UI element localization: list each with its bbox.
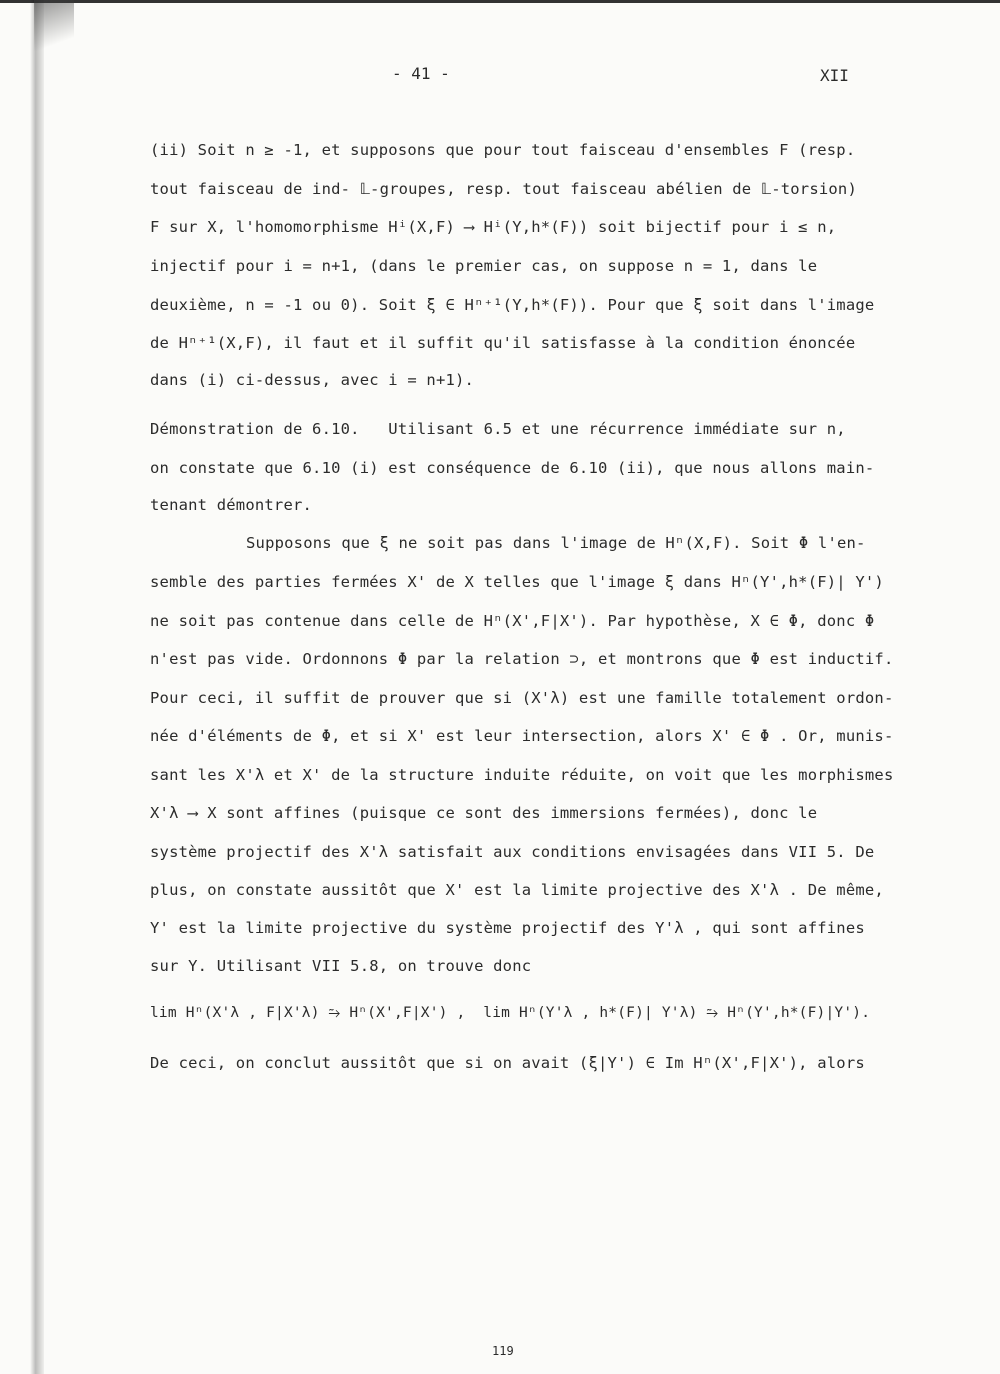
text-line: ne soit pas contenue dans celle de Hⁿ(X',F|X'). Par hypothèse, X ∈ Φ, donc Φ <box>150 612 875 630</box>
text-line: tenant démontrer. <box>150 496 313 514</box>
text-line: on constate que 6.10 (i) est conséquence de 6.10 (ii), que nous allons main- <box>150 459 875 477</box>
text-line: Démonstration de 6.10. Utilisant 6.5 et une récurrence immédiate sur n, <box>150 420 846 438</box>
text-line: semble des parties fermées X' de X telles que l'image ξ dans Hⁿ(Y',h*(F)| Y') <box>150 573 884 591</box>
text-line: Supposons que ξ ne soit pas dans l'image de Hⁿ(X,F). Soit Φ l'en- <box>246 534 866 552</box>
text-line: injectif pour i = n+1, (dans le premier cas, on suppose n = 1, dans le <box>150 257 818 275</box>
text-line: sur Y. Utilisant VII 5.8, on trouve donc <box>150 957 532 975</box>
text-line: De ceci, on conclut aussitôt que si on avait (ξ|Y') ∈ Im Hⁿ(X',F|X'), alors <box>150 1054 865 1072</box>
scan-top-edge <box>0 0 1000 3</box>
page-number: - 41 - <box>392 64 450 83</box>
text-line: Y' est la limite projective du système projectif des Y'λ , qui sont affines <box>150 919 865 937</box>
sheet-number: 119 <box>492 1344 514 1358</box>
text-line: deuxième, n = -1 ou 0). Soit ξ ∈ Hⁿ⁺¹(Y,h*(F)). Pour que ξ soit dans l'image <box>150 296 875 314</box>
text-line: X'λ ⟶ X sont affines (puisque ce sont des immersions fermées), donc le <box>150 804 818 822</box>
text-line: tout faisceau de ind- 𝕃-groupes, resp. tout faisceau abélien de 𝕃-torsion) <box>150 180 857 198</box>
chapter-label: XII <box>820 66 849 85</box>
text-line: Pour ceci, il suffit de prouver que si (X'λ) est une famille totalement ordon- <box>150 689 894 707</box>
text-line: de Hⁿ⁺¹(X,F), il faut et il suffit qu'il satisfasse à la condition énoncée <box>150 334 856 352</box>
text-line: n'est pas vide. Ordonnons Φ par la relation ⊃, et montrons que Φ est inductif. <box>150 650 894 668</box>
scan-binding-shadow <box>30 0 44 1374</box>
formula-line: lim Hⁿ(X'λ , F|X'λ) ⥲ Hⁿ(X',F|X') , lim Hⁿ(Y'λ , h*(F)| Y'λ) ⥲ Hⁿ(Y',h*(F)|Y'). <box>150 1005 871 1021</box>
text-line: née d'éléments de Φ, et si X' est leur intersection, alors X' ∈ Φ . Or, munis- <box>150 727 894 745</box>
text-line: dans (i) ci-dessus, avec i = n+1). <box>150 371 475 389</box>
scan-corner-shadow <box>34 0 74 60</box>
text-line: F sur X, l'homomorphisme Hⁱ(X,F) ⟶ Hⁱ(Y,h*(F)) soit bijectif pour i ≤ n, <box>150 218 837 236</box>
text-line: plus, on constate aussitôt que X' est la limite projective des X'λ . De même, <box>150 881 884 899</box>
text-line: système projectif des X'λ satisfait aux conditions envisagées dans VII 5. De <box>150 843 875 861</box>
text-line: (ii) Soit n ≥ -1, et supposons que pour tout faisceau d'ensembles F (resp. <box>150 141 856 159</box>
text-line: sant les X'λ et X' de la structure induite réduite, on voit que les morphismes <box>150 766 894 784</box>
